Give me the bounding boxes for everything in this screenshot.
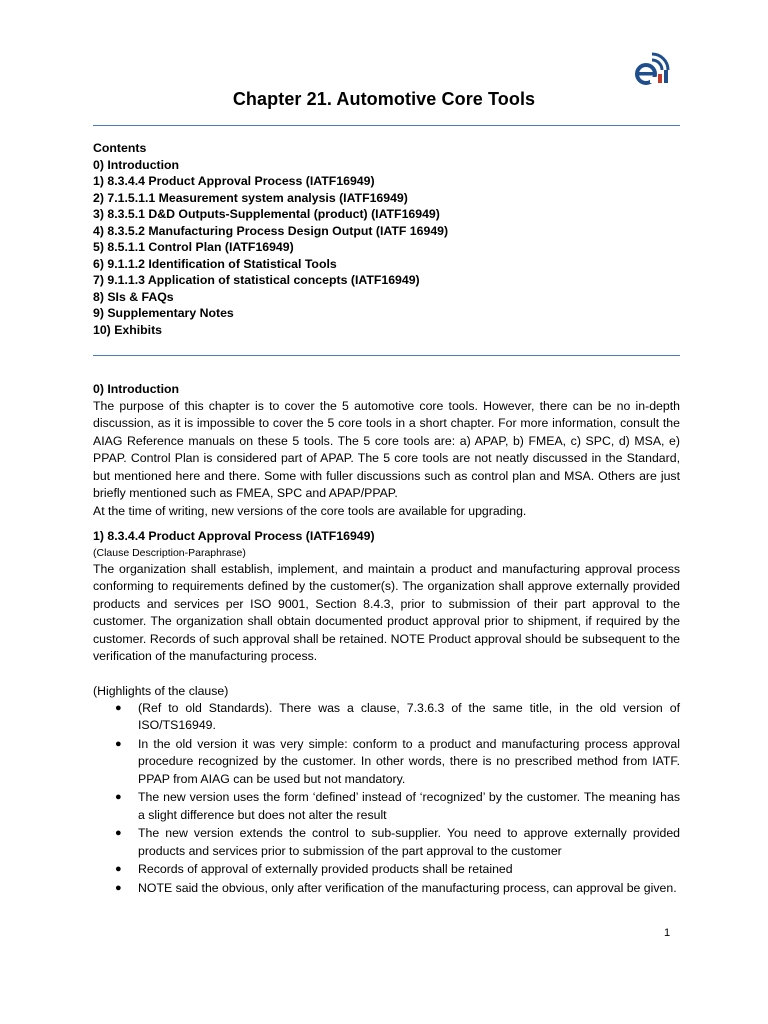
contents-item: 6) 9.1.1.2 Identification of Statistical Tools [93, 256, 337, 271]
list-item: ● The new version uses the form ‘defined’ instead of ‘recognized’ by the customer. The meaning has a slight difference but does not alter the result [115, 790, 680, 822]
bullet-icon: ● [115, 737, 122, 750]
contents-item: 8) SIs & FAQs [93, 289, 174, 304]
list-item: ● (Ref to old Standards). There was a clause, 7.3.6.3 of the same title, in the old version of ISO/TS16949. [115, 700, 680, 732]
document-title: Chapter 21. Automotive Core Tools [232, 89, 536, 109]
company-logo-icon [632, 50, 674, 86]
intro-paragraph: The purpose of this chapter is to cover the 5 automotive core tools. However, there can be no in-depth discussion, as it is impossible to cover the 5 core tools in a short chapter. For more information, consult the AIAG Reference manuals on these 5 tools. The 5 core tools are: a) APAP, b) FMEA, c) SPC, d) MSA, e) PPAP. Control Plan is considered part of APAP. The 5 core tools are not neatly discussed in the Standard, but mentioned here and there. Some with fuller discussions such as control plan and MSA. Others are just briefly mentioned such as FMEA, SPC and APAP/PPAP. [93, 398, 680, 500]
highlights-label: (Highlights of the clause) [93, 683, 229, 698]
contents-heading: Contents [93, 141, 147, 155]
list-item: ● Records of approval of externally provided products shall be retained [138, 861, 680, 879]
title-divider [93, 125, 680, 126]
section-heading: 1) 8.3.4.4 Product Approval Process (IATF16949) [93, 529, 375, 543]
contents-item: 3) 8.3.5.1 D&D Outputs-Supplemental (product) (IATF16949) [93, 207, 440, 221]
table-of-contents [93, 140, 680, 338]
list-item: ● In the old version it was very simple: conform to a product and manufacturing process approval procedure recognized by the customer. In other words, there is no prescribed method from IATF. PPAP from AIAG can be used but not mandatory. [115, 736, 680, 786]
contents-divider [93, 355, 680, 356]
contents-item: 5) 8.5.1.1 Control Plan (IATF16949) [93, 240, 294, 254]
clause-paragraph: The organization shall establish, implement, and maintain a product and manufacturing approval process conforming to requirements defined by the customer(s). The organization shall approve externally provided products and services per ISO 9001, Section 8.4.3, prior to submission of their part approval to the customer. The organization shall obtain documented product approval prior to shipment, if required by the customer. Records of such approval shall be retained. NOTE Product approval should be subsequent to the verification of the manufacturing process. [93, 561, 680, 663]
page-number: 1 [664, 927, 671, 939]
product-approval-section [93, 528, 680, 898]
list-item: ● NOTE said the obvious, only after verification of the manufacturing process, can approval be given. [138, 880, 680, 898]
clause-subheading: (Clause Description-Paraphrase) [93, 546, 246, 559]
intro-note: At the time of writing, new versions of the core tools are available for upgrading. [93, 503, 527, 518]
bullet-icon: ● [115, 827, 122, 839]
list-item: ● The new version extends the control to sub-supplier. You need to approve externally provided products and services prior to submission of the part approval to the customer [115, 826, 680, 858]
section-heading: 0) Introduction [93, 382, 180, 396]
contents-item: 10) Exhibits [93, 322, 163, 337]
contents-item: 7) 9.1.1.3 Application of statistical concepts (IATF16949) [93, 273, 420, 287]
bullet-icon: ● [115, 701, 122, 714]
bullet-icon: ● [115, 791, 122, 803]
contents-item: 4) 8.3.5.2 Manufacturing Process Design Output (IATF 16949) [93, 223, 449, 238]
highlights-list [93, 700, 680, 898]
contents-item: 9) Supplementary Notes [93, 306, 234, 320]
bullet-icon: ● [115, 881, 122, 894]
contents-item: 1) 8.3.4.4 Product Approval Process (IATF16949) [93, 174, 375, 188]
contents-item: 2) 7.1.5.1.1 Measurement system analysis (IATF16949) [93, 190, 408, 205]
introduction-section [93, 381, 680, 520]
contents-item: 0) Introduction [93, 157, 180, 172]
bullet-icon: ● [115, 863, 122, 875]
